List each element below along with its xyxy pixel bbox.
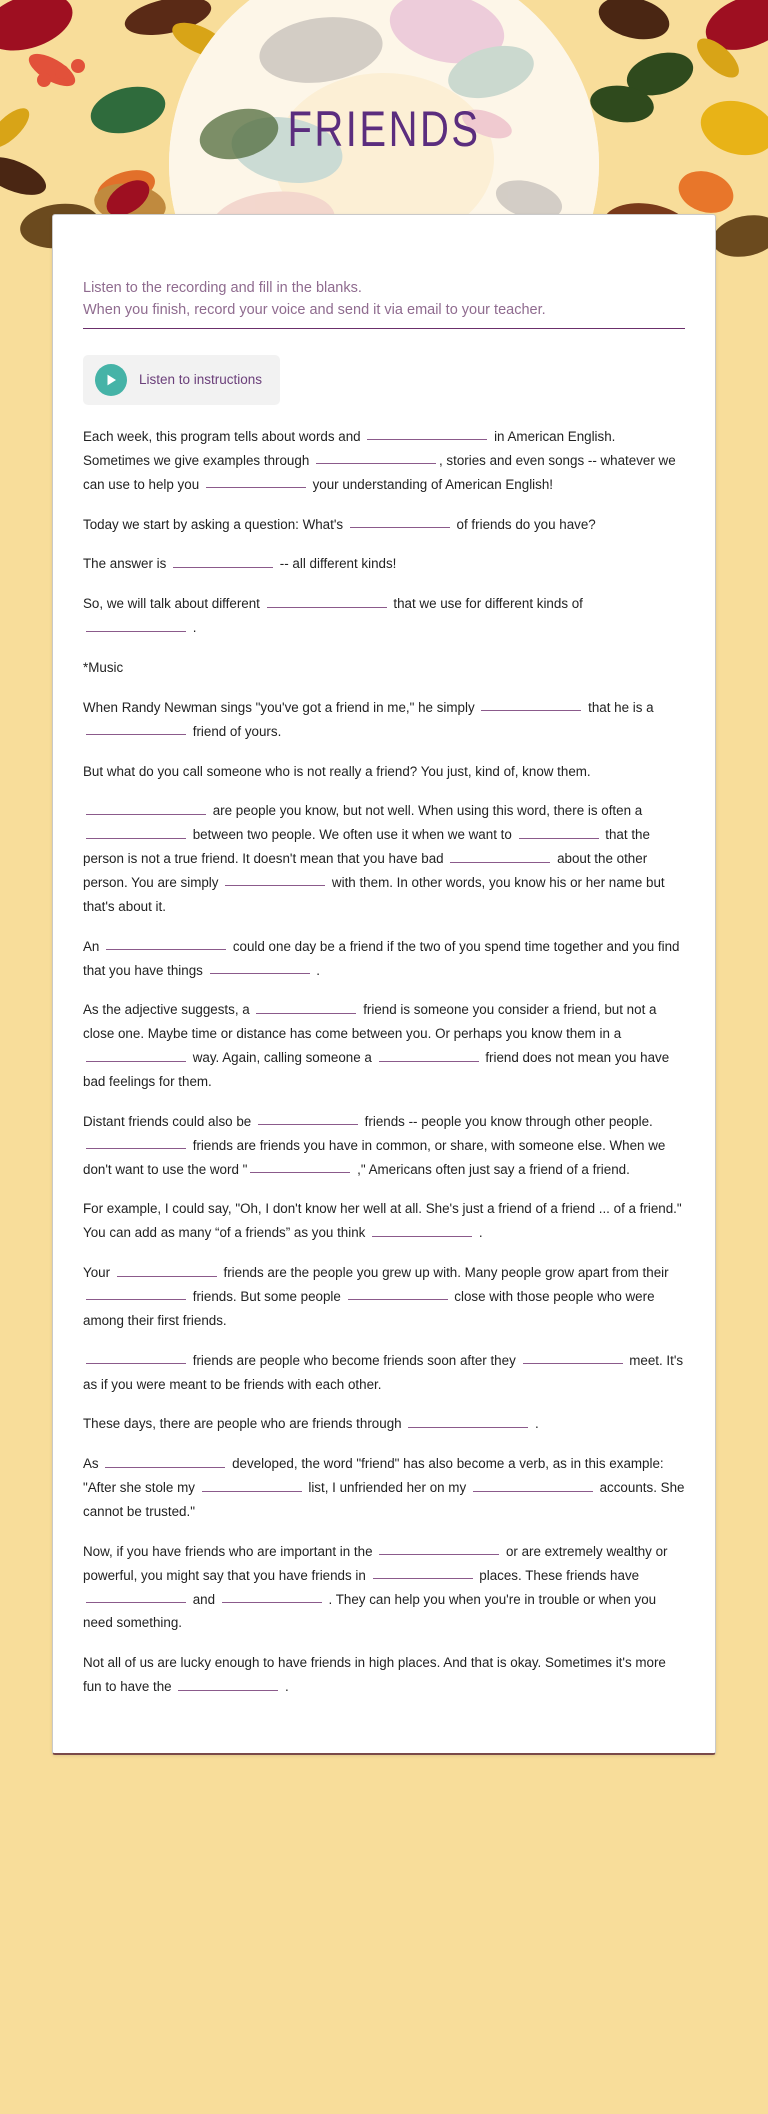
paragraph-text: friend does not mean you have bad feelings for them. (83, 1050, 670, 1089)
paragraph-text: between two people. We often use it when we want to (189, 827, 516, 843)
exercise-paragraph (83, 1651, 685, 1699)
paragraph-text: As the adjective suggests, a (83, 1002, 254, 1018)
fill-in-blank[interactable] (86, 1285, 186, 1300)
paragraph-text: developed, the word "friend" has also become a verb, as in this example: "After she stole my (83, 1456, 664, 1496)
paragraph-text: Not all of us are lucky enough to have friends in high places. And that is okay. Sometimes it's more fun to have the (83, 1655, 666, 1695)
paragraph-text: . (531, 1416, 539, 1432)
fill-in-blank[interactable] (379, 1540, 499, 1555)
paragraph-text: could one day be a friend if the two of you spend time together and you find that you have things (83, 938, 680, 978)
paragraph-text: friends -- people you know through other people. (360, 1113, 653, 1129)
paragraph-text: friend of yours. (189, 723, 282, 739)
fill-in-blank[interactable] (86, 1134, 186, 1149)
worksheet-card (52, 214, 716, 1755)
paragraph-text: of friends do you have? (452, 516, 596, 532)
exercise-paragraph (83, 1197, 685, 1245)
exercise-paragraph (83, 513, 685, 537)
exercise-paragraph (83, 1412, 685, 1436)
fill-in-blank[interactable] (86, 1349, 186, 1364)
paragraph-text: Today we start by asking a question: What's (83, 516, 347, 532)
exercise-paragraph (83, 1349, 685, 1397)
paragraph-text: friends are friends you have in common, or share, with someone else. When we don't want to use the word " (83, 1137, 666, 1177)
exercise-paragraph (83, 696, 685, 744)
fill-in-blank[interactable] (258, 1110, 358, 1125)
fill-in-blank[interactable] (173, 552, 273, 567)
fill-in-blank[interactable] (222, 1588, 322, 1603)
fill-in-blank[interactable] (408, 1412, 528, 1427)
exercise-paragraph (83, 656, 685, 680)
paragraph-text: with them. In other words, you know his or her name but that's about it. (83, 874, 665, 914)
fill-in-blank[interactable] (178, 1675, 278, 1690)
fill-in-blank[interactable] (519, 823, 599, 838)
fill-in-blank[interactable] (267, 592, 387, 607)
paragraph-text: meet. It's as if you were meant to be friends with each other. (83, 1352, 684, 1392)
fill-in-blank[interactable] (372, 1221, 472, 1236)
paragraph-text: accounts. She cannot be trusted." (83, 1480, 685, 1520)
page-title: FRIENDS (287, 102, 481, 158)
paragraph-text: friend is someone you consider a friend, but not a close one. Maybe time or distance has come between you. Or perhaps you know them in a (83, 1002, 657, 1042)
fill-in-blank[interactable] (481, 696, 581, 711)
fill-in-blank[interactable] (250, 1158, 350, 1173)
fill-in-blank[interactable] (117, 1261, 217, 1276)
exercise-paragraph (83, 935, 685, 983)
fill-in-blank[interactable] (348, 1285, 448, 1300)
exercise-paragraph (83, 1261, 685, 1333)
paragraph-text: close with those people who were among their first friends. (83, 1289, 655, 1328)
fill-in-blank[interactable] (256, 998, 356, 1013)
paragraph-text: in American English. Sometimes we give examples through (83, 428, 616, 468)
paragraph-text: -- all different kinds! (276, 556, 397, 572)
paragraph-text: , stories and even songs -- whatever we can use to help you (83, 452, 676, 492)
paragraph-text: The answer is (83, 556, 171, 572)
exercise-paragraph (83, 1540, 685, 1635)
fill-in-blank[interactable] (206, 473, 306, 488)
instruction-line-2: When you finish, record your voice and send it via email to your teacher. (83, 302, 546, 319)
paragraph-text: . They can help you when you're in trouble or when you need something. (83, 1591, 657, 1631)
paragraph-text: or are extremely wealthy or powerful, you might say that you have friends in (83, 1543, 668, 1583)
fill-in-blank[interactable] (105, 1452, 225, 1467)
fill-in-blank[interactable] (316, 449, 436, 464)
fill-in-blank[interactable] (86, 720, 186, 735)
instruction-line-1: Listen to the recording and fill in the blanks. (83, 280, 362, 296)
paragraph-text: When Randy Newman sings "you've got a friend in me," he simply (83, 699, 479, 715)
fill-in-blank[interactable] (379, 1046, 479, 1061)
paragraph-text: that he is a (584, 699, 654, 715)
paragraph-text: places. These friends have (475, 1567, 640, 1583)
paragraph-text: An (83, 938, 104, 954)
paragraph-text: friends are people who become friends soon after they (189, 1352, 520, 1368)
exercise-body (83, 425, 685, 1699)
audio-button-label: Listen to instructions (139, 372, 263, 388)
fill-in-blank[interactable] (202, 1476, 302, 1491)
fill-in-blank[interactable] (473, 1476, 593, 1491)
paragraph-text: . (475, 1225, 483, 1241)
paragraph-text: way. Again, calling someone a (189, 1050, 376, 1066)
paragraph-text: friends. But some people (189, 1289, 345, 1304)
fill-in-blank[interactable] (373, 1564, 473, 1579)
fill-in-blank[interactable] (225, 871, 325, 886)
paragraph-text: your understanding of American English! (308, 476, 554, 492)
exercise-paragraph (83, 799, 685, 918)
paragraph-text: . (312, 962, 321, 978)
fill-in-blank[interactable] (86, 1588, 186, 1603)
paragraph-text: As (83, 1456, 103, 1472)
exercise-paragraph (83, 998, 685, 1093)
paragraph-text: So, we will talk about different (83, 596, 264, 612)
paragraph-text: Now, if you have friends who are important in the (83, 1543, 377, 1559)
paragraph-text: list, I unfriended her on my (304, 1480, 470, 1496)
exercise-paragraph (83, 425, 685, 497)
paragraph-text: ," Americans often just say a friend of a friend. (353, 1161, 630, 1177)
fill-in-blank[interactable] (523, 1349, 623, 1364)
paragraph-text: Your (83, 1265, 114, 1281)
fill-in-blank[interactable] (350, 513, 450, 528)
paragraph-text: that the person is not a true friend. It doesn't mean that you have bad (83, 827, 650, 867)
exercise-paragraph (83, 592, 685, 640)
exercise-paragraph (83, 552, 685, 576)
exercise-paragraph (83, 1452, 685, 1524)
paragraph-text: that we use for different kinds of (389, 596, 583, 612)
paragraph-text: . (281, 1679, 289, 1695)
paragraph-text: For example, I could say, "Oh, I don't know her well at all. She's just a friend of a friend ... of a friend." You can add as many “of a friends” as you think (83, 1201, 682, 1241)
paragraph-text: are people you know, but not well. When using this word, there is often a (209, 803, 643, 819)
fill-in-blank[interactable] (86, 616, 186, 631)
fill-in-blank[interactable] (106, 935, 226, 950)
fill-in-blank[interactable] (210, 959, 310, 974)
paragraph-text: and (189, 1591, 219, 1607)
exercise-paragraph (83, 1110, 685, 1182)
instructions-divider (83, 328, 685, 329)
paragraph-text: about the other person. You are simply (83, 851, 648, 890)
listen-to-instructions-button[interactable] (83, 355, 280, 405)
fill-in-blank[interactable] (367, 425, 487, 440)
paragraph-text: Distant friends could also be (83, 1113, 255, 1129)
instructions-block (83, 277, 685, 329)
paragraph-text: *Music (83, 659, 124, 675)
fill-in-blank[interactable] (86, 799, 206, 814)
paragraph-text: friends are the people you grew up with. Many people grow apart from their (219, 1265, 669, 1281)
fill-in-blank[interactable] (86, 823, 186, 838)
paragraph-text: But what do you call someone who is not really a friend? You just, kind of, know them. (83, 763, 591, 779)
paragraph-text: . (189, 620, 197, 636)
paragraph-text: Each week, this program tells about words and (83, 428, 365, 444)
paragraph-text: These days, there are people who are friends through (83, 1416, 406, 1432)
fill-in-blank[interactable] (86, 1046, 186, 1061)
play-icon[interactable] (95, 364, 127, 396)
fill-in-blank[interactable] (450, 847, 550, 862)
exercise-paragraph (83, 760, 685, 784)
